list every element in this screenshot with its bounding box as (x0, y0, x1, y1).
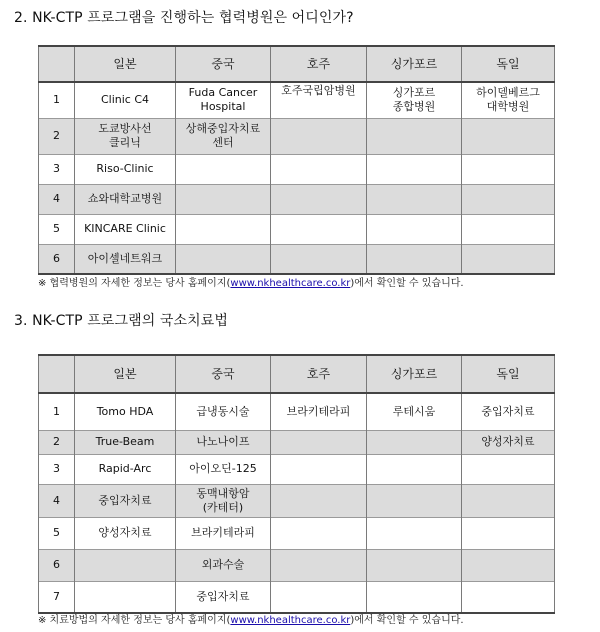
hospital-singapore (367, 184, 462, 214)
treatment-singapore (367, 454, 462, 484)
header-cell-singapore: 싱가포르 (367, 355, 462, 393)
hospital-singapore: 싱가포르 종합병원 (367, 82, 462, 118)
row-number: 5 (39, 517, 75, 549)
treatment-germany (462, 454, 555, 484)
treatment-singapore (367, 549, 462, 581)
row-number: 7 (39, 581, 75, 613)
table-row (39, 517, 555, 549)
treatment-china: 나노나이프 (176, 430, 271, 454)
treatment-singapore (367, 517, 462, 549)
header-cell-china: 중국 (176, 46, 271, 82)
hospital-japan: 아이셀네트워크 (75, 244, 176, 274)
hospital-australia: 호주국립암병원 (271, 82, 367, 118)
hospital-germany (462, 244, 555, 274)
homepage-link[interactable]: www.nkhealthcare.co.kr (230, 278, 351, 289)
table-row (39, 184, 555, 214)
hospital-australia (271, 184, 367, 214)
treatment-japan (75, 581, 176, 613)
table-row (39, 581, 555, 613)
hospital-japan: Clinic C4 (75, 82, 176, 118)
footnote-prefix: ※ 협력병원의 자세한 정보는 당사 홈페이지( (38, 278, 231, 289)
table-row (39, 393, 555, 430)
treatment-japan: Rapid-Arc (75, 454, 176, 484)
treatment-australia (271, 430, 367, 454)
hospital-singapore (367, 154, 462, 184)
table-row (39, 154, 555, 184)
treatment-australia (271, 454, 367, 484)
treatment-germany (462, 484, 555, 517)
table-row (39, 484, 555, 517)
header-cell-index (39, 46, 75, 82)
table-header-row (39, 355, 555, 393)
hospital-china (176, 214, 271, 244)
hospital-japan: Riso-Clinic (75, 154, 176, 184)
table-header-row (39, 46, 555, 82)
treatment-china: 브라키테라피 (176, 517, 271, 549)
treatment-germany (462, 517, 555, 549)
treatment-germany: 중입자치료 (462, 393, 555, 430)
treatment-germany (462, 549, 555, 581)
local-treatments-table (38, 354, 555, 614)
homepage-link[interactable]: www.nkhealthcare.co.kr (230, 615, 351, 626)
treatment-japan: Tomo HDA (75, 393, 176, 430)
hospital-germany (462, 214, 555, 244)
treatment-australia (271, 581, 367, 613)
row-number: 1 (39, 393, 75, 430)
treatment-china: 동맥내항암 (카테터) (176, 484, 271, 517)
hospital-china (176, 154, 271, 184)
table-row (39, 454, 555, 484)
treatment-germany (462, 581, 555, 613)
treatment-australia (271, 484, 367, 517)
table-row (39, 214, 555, 244)
table-row (39, 82, 555, 118)
header-cell-china: 중국 (176, 355, 271, 393)
treatment-china: 외과수술 (176, 549, 271, 581)
header-cell-japan: 일본 (75, 355, 176, 393)
row-number: 3 (39, 154, 75, 184)
header-cell-germany: 독일 (462, 46, 555, 82)
treatment-japan: True-Beam (75, 430, 176, 454)
partner-hospitals-table (38, 45, 555, 275)
hospital-singapore (367, 214, 462, 244)
header-cell-japan: 일본 (75, 46, 176, 82)
treatment-germany: 양성자치료 (462, 430, 555, 454)
hospital-china: Fuda Cancer Hospital (176, 82, 271, 118)
treatment-china: 중입자치료 (176, 581, 271, 613)
hospital-germany: 하이델베르그 대학병원 (462, 82, 555, 118)
treatment-singapore (367, 484, 462, 517)
footnote-suffix: )에서 확인할 수 있습니다. (350, 615, 464, 626)
row-number: 2 (39, 430, 75, 454)
treatment-australia: 브라키테라피 (271, 393, 367, 430)
hospital-australia (271, 154, 367, 184)
hospital-germany (462, 184, 555, 214)
treatment-australia (271, 549, 367, 581)
header-cell-singapore: 싱가포르 (367, 46, 462, 82)
row-number: 4 (39, 184, 75, 214)
row-number: 6 (39, 244, 75, 274)
hospital-singapore (367, 118, 462, 154)
treatment-australia (271, 517, 367, 549)
treatment-singapore: 루테시움 (367, 393, 462, 430)
header-cell-australia: 호주 (271, 355, 367, 393)
hospital-china: 상해중입자치료 센터 (176, 118, 271, 154)
hospital-japan: KINCARE Clinic (75, 214, 176, 244)
treatment-singapore (367, 581, 462, 613)
hospital-china (176, 244, 271, 274)
table-row (39, 244, 555, 274)
header-cell-australia: 호주 (271, 46, 367, 82)
hospital-germany (462, 118, 555, 154)
treatment-japan: 중입자치료 (75, 484, 176, 517)
hospital-china (176, 184, 271, 214)
section-title-local-treatments: 3. NK-CTP 프로그램의 국소치료법 (14, 313, 229, 329)
local-treatments-footnote (38, 611, 464, 626)
footnote-suffix: )에서 확인할 수 있습니다. (350, 278, 464, 289)
partner-hospitals-footnote (38, 274, 464, 289)
section-title-partner-hospitals: 2. NK-CTP 프로그램을 진행하는 협력병원은 어디인가? (14, 10, 354, 26)
row-number: 3 (39, 454, 75, 484)
row-number: 5 (39, 214, 75, 244)
hospital-germany (462, 154, 555, 184)
table-row (39, 549, 555, 581)
row-number: 2 (39, 118, 75, 154)
treatment-china: 아이오딘-125 (176, 454, 271, 484)
hospital-japan: 도쿄방사선 클리닉 (75, 118, 176, 154)
header-cell-germany: 독일 (462, 355, 555, 393)
table-row (39, 430, 555, 454)
hospital-australia (271, 244, 367, 274)
hospital-australia (271, 118, 367, 154)
row-number: 4 (39, 484, 75, 517)
table-row (39, 118, 555, 154)
row-number: 1 (39, 82, 75, 118)
treatment-singapore (367, 430, 462, 454)
header-cell-index (39, 355, 75, 393)
treatment-japan (75, 549, 176, 581)
treatment-china: 급냉동시술 (176, 393, 271, 430)
hospital-australia (271, 214, 367, 244)
hospital-singapore (367, 244, 462, 274)
row-number: 6 (39, 549, 75, 581)
footnote-prefix: ※ 치료방법의 자세한 정보는 당사 홈페이지( (38, 615, 231, 626)
treatment-japan: 양성자치료 (75, 517, 176, 549)
hospital-japan: 쇼와대학교병원 (75, 184, 176, 214)
